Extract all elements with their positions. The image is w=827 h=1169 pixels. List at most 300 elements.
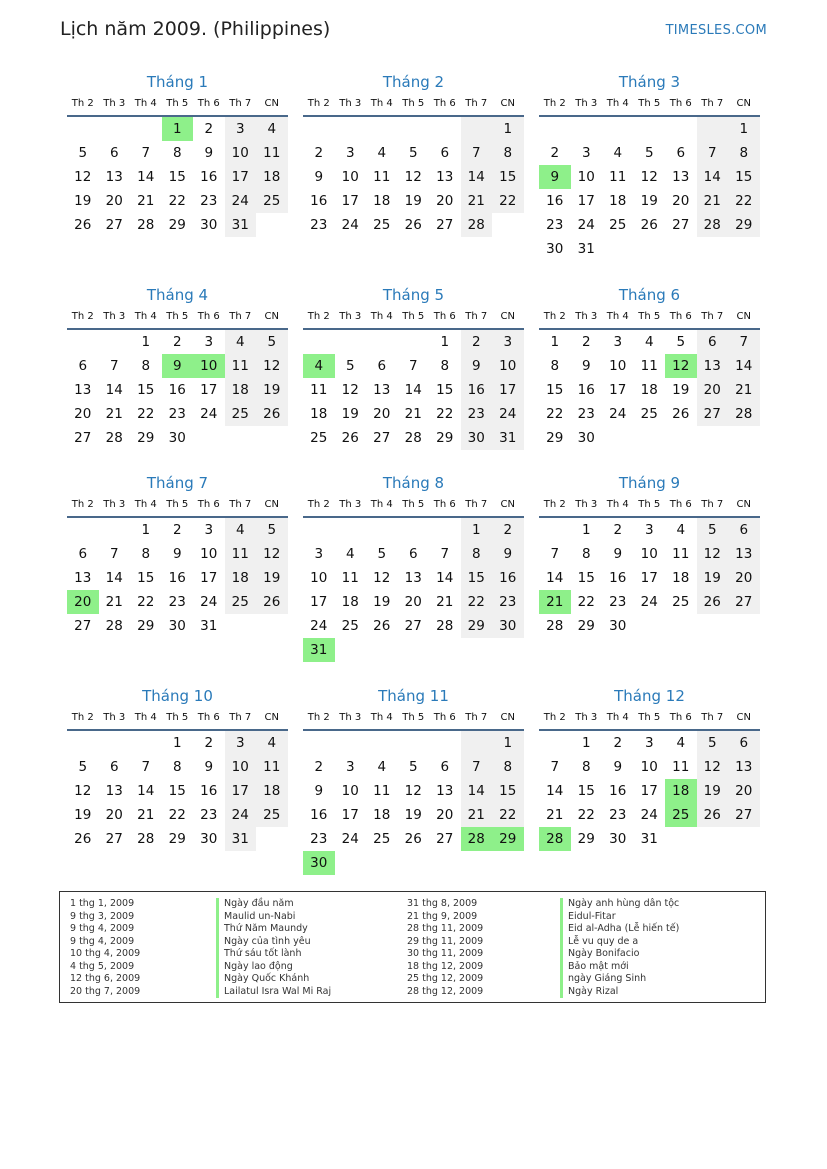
day-cell[interactable]: 8	[440, 358, 450, 374]
day-cell[interactable]: 29	[728, 213, 760, 237]
day-cell[interactable]: 3	[345, 145, 355, 161]
day-cell[interactable]: 20	[728, 779, 760, 803]
day-cell[interactable]: 19	[672, 382, 690, 398]
holiday-day[interactable]: 9	[162, 354, 194, 378]
day-cell[interactable]: 20	[436, 193, 454, 209]
day-cell[interactable]: 11	[256, 755, 288, 779]
day-cell[interactable]: 21	[546, 807, 564, 823]
day-cell[interactable]: 15	[728, 165, 760, 189]
day-cell[interactable]: 24	[341, 831, 359, 847]
day-cell[interactable]: 24	[609, 406, 627, 422]
day-cell[interactable]: 10	[640, 759, 658, 775]
day-cell[interactable]: 13	[672, 169, 690, 185]
day-cell[interactable]: 20	[105, 807, 123, 823]
day-cell[interactable]: 11	[373, 169, 391, 185]
holiday-day[interactable]: 21	[539, 590, 571, 614]
day-cell[interactable]: 28	[697, 213, 729, 237]
day-cell[interactable]: 18	[373, 193, 391, 209]
day-cell[interactable]: 19	[404, 193, 422, 209]
day-cell[interactable]: 30	[461, 426, 493, 450]
day-cell[interactable]: 28	[137, 217, 155, 233]
day-cell[interactable]: 18	[609, 193, 627, 209]
day-cell[interactable]: 6	[377, 358, 387, 374]
day-cell[interactable]: 15	[137, 570, 155, 586]
day-cell[interactable]: 16	[200, 783, 218, 799]
day-cell[interactable]: 21	[105, 594, 123, 610]
day-cell[interactable]: 13	[436, 169, 454, 185]
day-cell[interactable]: 15	[137, 382, 155, 398]
day-cell[interactable]: 31	[640, 831, 658, 847]
day-cell[interactable]: 29	[168, 217, 186, 233]
day-cell[interactable]: 27	[436, 831, 454, 847]
day-cell[interactable]: 21	[697, 189, 729, 213]
day-cell[interactable]: 25	[373, 831, 391, 847]
day-cell[interactable]: 19	[341, 406, 359, 422]
day-cell[interactable]: 9	[613, 546, 623, 562]
day-cell[interactable]: 26	[74, 217, 92, 233]
day-cell[interactable]: 13	[404, 570, 422, 586]
day-cell[interactable]: 24	[640, 807, 658, 823]
day-cell[interactable]: 12	[341, 382, 359, 398]
day-cell[interactable]: 29	[168, 831, 186, 847]
day-cell[interactable]: 5	[78, 759, 88, 775]
day-cell[interactable]: 9	[204, 759, 214, 775]
day-cell[interactable]: 11	[672, 546, 690, 562]
day-cell[interactable]: 15	[436, 382, 454, 398]
day-cell[interactable]: 21	[137, 807, 155, 823]
day-cell[interactable]: 15	[577, 570, 595, 586]
day-cell[interactable]: 28	[404, 430, 422, 446]
day-cell[interactable]: 17	[577, 193, 595, 209]
day-cell[interactable]: 31	[200, 618, 218, 634]
day-cell[interactable]: 8	[141, 546, 151, 562]
day-cell[interactable]: 29	[577, 831, 595, 847]
day-cell[interactable]: 22	[492, 189, 524, 213]
day-cell[interactable]: 20	[74, 406, 92, 422]
day-cell[interactable]: 8	[141, 358, 151, 374]
holiday-day[interactable]: 10	[193, 354, 225, 378]
day-cell[interactable]: 5	[644, 145, 654, 161]
day-cell[interactable]: 13	[728, 755, 760, 779]
day-cell[interactable]: 13	[697, 354, 729, 378]
day-cell[interactable]: 11	[341, 570, 359, 586]
day-cell[interactable]: 21	[404, 406, 422, 422]
day-cell[interactable]: 25	[609, 217, 627, 233]
day-cell[interactable]: 3	[225, 117, 257, 141]
day-cell[interactable]: 20	[404, 594, 422, 610]
day-cell[interactable]: 6	[697, 330, 729, 354]
day-cell[interactable]: 2	[204, 735, 214, 751]
day-cell[interactable]: 6	[109, 145, 119, 161]
day-cell[interactable]: 3	[225, 731, 257, 755]
day-cell[interactable]: 11	[373, 783, 391, 799]
day-cell[interactable]: 16	[492, 566, 524, 590]
day-cell[interactable]: 3	[581, 145, 591, 161]
day-cell[interactable]: 24	[640, 594, 658, 610]
day-cell[interactable]: 16	[168, 570, 186, 586]
day-cell[interactable]: 5	[697, 731, 729, 755]
day-cell[interactable]: 12	[697, 542, 729, 566]
day-cell[interactable]: 18	[256, 165, 288, 189]
day-cell[interactable]: 22	[546, 406, 564, 422]
day-cell[interactable]: 10	[310, 570, 328, 586]
day-cell[interactable]: 28	[105, 430, 123, 446]
day-cell[interactable]: 10	[577, 169, 595, 185]
day-cell[interactable]: 17	[225, 779, 257, 803]
day-cell[interactable]: 2	[613, 522, 623, 538]
day-cell[interactable]: 1	[141, 334, 151, 350]
day-cell[interactable]: 9	[581, 358, 591, 374]
day-cell[interactable]: 16	[577, 382, 595, 398]
day-cell[interactable]: 5	[78, 145, 88, 161]
day-cell[interactable]: 26	[74, 831, 92, 847]
day-cell[interactable]: 4	[377, 759, 387, 775]
day-cell[interactable]: 23	[168, 594, 186, 610]
day-cell[interactable]: 18	[341, 594, 359, 610]
day-cell[interactable]: 14	[546, 783, 564, 799]
day-cell[interactable]: 4	[676, 735, 686, 751]
day-cell[interactable]: 27	[105, 831, 123, 847]
day-cell[interactable]: 18	[373, 807, 391, 823]
day-cell[interactable]: 24	[225, 189, 257, 213]
day-cell[interactable]: 24	[225, 803, 257, 827]
day-cell[interactable]: 13	[74, 382, 92, 398]
day-cell[interactable]: 7	[141, 759, 151, 775]
day-cell[interactable]: 10	[640, 546, 658, 562]
day-cell[interactable]: 23	[200, 807, 218, 823]
day-cell[interactable]: 27	[404, 618, 422, 634]
day-cell[interactable]: 2	[581, 334, 591, 350]
day-cell[interactable]: 23	[310, 217, 328, 233]
day-cell[interactable]: 8	[581, 759, 591, 775]
day-cell[interactable]: 22	[577, 594, 595, 610]
day-cell[interactable]: 19	[74, 807, 92, 823]
day-cell[interactable]: 15	[492, 779, 524, 803]
day-cell[interactable]: 28	[461, 213, 493, 237]
day-cell[interactable]: 13	[728, 542, 760, 566]
day-cell[interactable]: 26	[256, 590, 288, 614]
day-cell[interactable]: 22	[168, 807, 186, 823]
day-cell[interactable]: 19	[697, 566, 729, 590]
day-cell[interactable]: 9	[204, 145, 214, 161]
day-cell[interactable]: 23	[310, 831, 328, 847]
day-cell[interactable]: 23	[200, 193, 218, 209]
day-cell[interactable]: 10	[341, 783, 359, 799]
holiday-day[interactable]: 18	[665, 779, 697, 803]
day-cell[interactable]: 7	[461, 755, 493, 779]
day-cell[interactable]: 1	[440, 334, 450, 350]
day-cell[interactable]: 6	[728, 518, 760, 542]
day-cell[interactable]: 10	[225, 755, 257, 779]
day-cell[interactable]: 25	[256, 189, 288, 213]
day-cell[interactable]: 15	[492, 165, 524, 189]
day-cell[interactable]: 14	[728, 354, 760, 378]
day-cell[interactable]: 3	[314, 546, 324, 562]
day-cell[interactable]: 15	[577, 783, 595, 799]
day-cell[interactable]: 25	[225, 590, 257, 614]
holiday-day[interactable]: 1	[162, 117, 194, 141]
day-cell[interactable]: 20	[436, 807, 454, 823]
day-cell[interactable]: 12	[74, 783, 92, 799]
day-cell[interactable]: 18	[672, 570, 690, 586]
day-cell[interactable]: 12	[404, 783, 422, 799]
day-cell[interactable]: 11	[225, 542, 257, 566]
day-cell[interactable]: 25	[341, 618, 359, 634]
day-cell[interactable]: 25	[225, 402, 257, 426]
day-cell[interactable]: 10	[200, 546, 218, 562]
day-cell[interactable]: 23	[577, 406, 595, 422]
day-cell[interactable]: 29	[577, 618, 595, 634]
day-cell[interactable]: 21	[728, 378, 760, 402]
day-cell[interactable]: 16	[200, 169, 218, 185]
site-logo[interactable]: TIMESLES.COM	[665, 23, 767, 38]
day-cell[interactable]: 4	[256, 117, 288, 141]
day-cell[interactable]: 14	[105, 570, 123, 586]
day-cell[interactable]: 23	[609, 594, 627, 610]
day-cell[interactable]: 30	[492, 614, 524, 638]
day-cell[interactable]: 29	[461, 614, 493, 638]
day-cell[interactable]: 1	[550, 334, 560, 350]
day-cell[interactable]: 11	[256, 141, 288, 165]
day-cell[interactable]: 9	[613, 759, 623, 775]
day-cell[interactable]: 16	[310, 193, 328, 209]
day-cell[interactable]: 1	[581, 735, 591, 751]
day-cell[interactable]: 2	[492, 518, 524, 542]
holiday-day[interactable]: 12	[665, 354, 697, 378]
day-cell[interactable]: 25	[640, 406, 658, 422]
day-cell[interactable]: 6	[408, 546, 418, 562]
day-cell[interactable]: 12	[404, 169, 422, 185]
day-cell[interactable]: 16	[609, 570, 627, 586]
day-cell[interactable]: 17	[640, 783, 658, 799]
day-cell[interactable]: 4	[225, 518, 257, 542]
day-cell[interactable]: 2	[172, 522, 182, 538]
day-cell[interactable]: 5	[697, 518, 729, 542]
day-cell[interactable]: 10	[609, 358, 627, 374]
day-cell[interactable]: 9	[314, 169, 324, 185]
day-cell[interactable]: 13	[373, 382, 391, 398]
day-cell[interactable]: 14	[546, 570, 564, 586]
day-cell[interactable]: 5	[676, 334, 686, 350]
day-cell[interactable]: 3	[644, 735, 654, 751]
day-cell[interactable]: 13	[436, 783, 454, 799]
day-cell[interactable]: 31	[492, 426, 524, 450]
day-cell[interactable]: 2	[204, 121, 214, 137]
day-cell[interactable]: 8	[172, 145, 182, 161]
day-cell[interactable]: 6	[109, 759, 119, 775]
day-cell[interactable]: 27	[74, 618, 92, 634]
day-cell[interactable]: 1	[141, 522, 151, 538]
day-cell[interactable]: 13	[74, 570, 92, 586]
day-cell[interactable]: 26	[256, 402, 288, 426]
day-cell[interactable]: 1	[581, 522, 591, 538]
day-cell[interactable]: 20	[105, 193, 123, 209]
day-cell[interactable]: 5	[256, 330, 288, 354]
day-cell[interactable]: 7	[697, 141, 729, 165]
day-cell[interactable]: 29	[137, 430, 155, 446]
day-cell[interactable]: 20	[697, 378, 729, 402]
holiday-day[interactable]: 28	[461, 827, 493, 851]
day-cell[interactable]: 21	[105, 406, 123, 422]
day-cell[interactable]: 16	[310, 807, 328, 823]
day-cell[interactable]: 11	[672, 759, 690, 775]
day-cell[interactable]: 30	[168, 430, 186, 446]
day-cell[interactable]: 25	[256, 803, 288, 827]
day-cell[interactable]: 28	[728, 402, 760, 426]
day-cell[interactable]: 14	[461, 779, 493, 803]
day-cell[interactable]: 4	[377, 145, 387, 161]
day-cell[interactable]: 16	[461, 378, 493, 402]
day-cell[interactable]: 26	[373, 618, 391, 634]
day-cell[interactable]: 7	[109, 546, 119, 562]
day-cell[interactable]: 7	[141, 145, 151, 161]
day-cell[interactable]: 1	[492, 731, 524, 755]
day-cell[interactable]: 23	[609, 807, 627, 823]
day-cell[interactable]: 19	[697, 779, 729, 803]
holiday-day[interactable]: 29	[492, 827, 524, 851]
day-cell[interactable]: 19	[640, 193, 658, 209]
day-cell[interactable]: 10	[341, 169, 359, 185]
day-cell[interactable]: 21	[461, 189, 493, 213]
day-cell[interactable]: 31	[225, 213, 257, 237]
day-cell[interactable]: 25	[373, 217, 391, 233]
day-cell[interactable]: 12	[640, 169, 658, 185]
day-cell[interactable]: 2	[613, 735, 623, 751]
day-cell[interactable]: 14	[461, 165, 493, 189]
day-cell[interactable]: 8	[492, 755, 524, 779]
day-cell[interactable]: 28	[137, 831, 155, 847]
day-cell[interactable]: 27	[672, 217, 690, 233]
day-cell[interactable]: 15	[546, 382, 564, 398]
day-cell[interactable]: 14	[137, 783, 155, 799]
day-cell[interactable]: 20	[373, 406, 391, 422]
day-cell[interactable]: 17	[640, 570, 658, 586]
day-cell[interactable]: 7	[440, 546, 450, 562]
day-cell[interactable]: 27	[105, 217, 123, 233]
day-cell[interactable]: 26	[697, 803, 729, 827]
day-cell[interactable]: 17	[341, 807, 359, 823]
day-cell[interactable]: 10	[492, 354, 524, 378]
day-cell[interactable]: 6	[78, 358, 88, 374]
holiday-day[interactable]: 31	[303, 638, 335, 662]
day-cell[interactable]: 5	[408, 759, 418, 775]
day-cell[interactable]: 20	[728, 566, 760, 590]
day-cell[interactable]: 4	[613, 145, 623, 161]
day-cell[interactable]: 24	[492, 402, 524, 426]
day-cell[interactable]: 1	[172, 735, 182, 751]
day-cell[interactable]: 2	[314, 759, 324, 775]
day-cell[interactable]: 15	[461, 566, 493, 590]
day-cell[interactable]: 14	[404, 382, 422, 398]
day-cell[interactable]: 2	[314, 145, 324, 161]
day-cell[interactable]: 29	[137, 618, 155, 634]
day-cell[interactable]: 16	[168, 382, 186, 398]
holiday-day[interactable]: 4	[303, 354, 335, 378]
day-cell[interactable]: 18	[640, 382, 658, 398]
day-cell[interactable]: 27	[74, 430, 92, 446]
day-cell[interactable]: 24	[577, 217, 595, 233]
day-cell[interactable]: 30	[609, 618, 627, 634]
day-cell[interactable]: 8	[461, 542, 493, 566]
day-cell[interactable]: 23	[461, 402, 493, 426]
day-cell[interactable]: 30	[577, 430, 595, 446]
holiday-day[interactable]: 9	[539, 165, 571, 189]
day-cell[interactable]: 17	[341, 193, 359, 209]
day-cell[interactable]: 15	[168, 169, 186, 185]
day-cell[interactable]: 25	[310, 430, 328, 446]
day-cell[interactable]: 14	[105, 382, 123, 398]
day-cell[interactable]: 7	[550, 546, 560, 562]
day-cell[interactable]: 30	[546, 241, 564, 257]
day-cell[interactable]: 23	[492, 590, 524, 614]
day-cell[interactable]: 22	[492, 803, 524, 827]
day-cell[interactable]: 22	[137, 406, 155, 422]
day-cell[interactable]: 17	[225, 165, 257, 189]
day-cell[interactable]: 22	[137, 594, 155, 610]
holiday-day[interactable]: 20	[67, 590, 99, 614]
day-cell[interactable]: 14	[697, 165, 729, 189]
day-cell[interactable]: 4	[256, 731, 288, 755]
day-cell[interactable]: 21	[461, 803, 493, 827]
day-cell[interactable]: 31	[577, 241, 595, 257]
day-cell[interactable]: 3	[613, 334, 623, 350]
day-cell[interactable]: 15	[168, 783, 186, 799]
day-cell[interactable]: 6	[676, 145, 686, 161]
day-cell[interactable]: 7	[408, 358, 418, 374]
day-cell[interactable]: 3	[345, 759, 355, 775]
day-cell[interactable]: 23	[168, 406, 186, 422]
day-cell[interactable]: 3	[204, 522, 214, 538]
day-cell[interactable]: 6	[728, 731, 760, 755]
day-cell[interactable]: 13	[105, 169, 123, 185]
day-cell[interactable]: 1	[728, 117, 760, 141]
day-cell[interactable]: 4	[644, 334, 654, 350]
day-cell[interactable]: 26	[640, 217, 658, 233]
day-cell[interactable]: 17	[200, 570, 218, 586]
day-cell[interactable]: 27	[373, 430, 391, 446]
day-cell[interactable]: 12	[256, 354, 288, 378]
day-cell[interactable]: 26	[404, 217, 422, 233]
day-cell[interactable]: 19	[373, 594, 391, 610]
day-cell[interactable]: 18	[310, 406, 328, 422]
day-cell[interactable]: 8	[172, 759, 182, 775]
day-cell[interactable]: 26	[341, 430, 359, 446]
day-cell[interactable]: 7	[550, 759, 560, 775]
day-cell[interactable]: 8	[492, 141, 524, 165]
day-cell[interactable]: 30	[609, 831, 627, 847]
day-cell[interactable]: 27	[697, 402, 729, 426]
day-cell[interactable]: 9	[172, 546, 182, 562]
day-cell[interactable]: 12	[373, 570, 391, 586]
day-cell[interactable]: 3	[204, 334, 214, 350]
day-cell[interactable]: 18	[256, 779, 288, 803]
day-cell[interactable]: 18	[225, 566, 257, 590]
day-cell[interactable]: 24	[200, 406, 218, 422]
day-cell[interactable]: 1	[492, 117, 524, 141]
day-cell[interactable]: 3	[492, 330, 524, 354]
day-cell[interactable]: 21	[436, 594, 454, 610]
day-cell[interactable]: 30	[200, 217, 218, 233]
day-cell[interactable]: 22	[168, 193, 186, 209]
day-cell[interactable]: 17	[609, 382, 627, 398]
day-cell[interactable]: 4	[345, 546, 355, 562]
day-cell[interactable]: 22	[461, 590, 493, 614]
day-cell[interactable]: 7	[728, 330, 760, 354]
day-cell[interactable]: 14	[137, 169, 155, 185]
day-cell[interactable]: 1	[461, 518, 493, 542]
day-cell[interactable]: 6	[78, 546, 88, 562]
day-cell[interactable]: 12	[256, 542, 288, 566]
